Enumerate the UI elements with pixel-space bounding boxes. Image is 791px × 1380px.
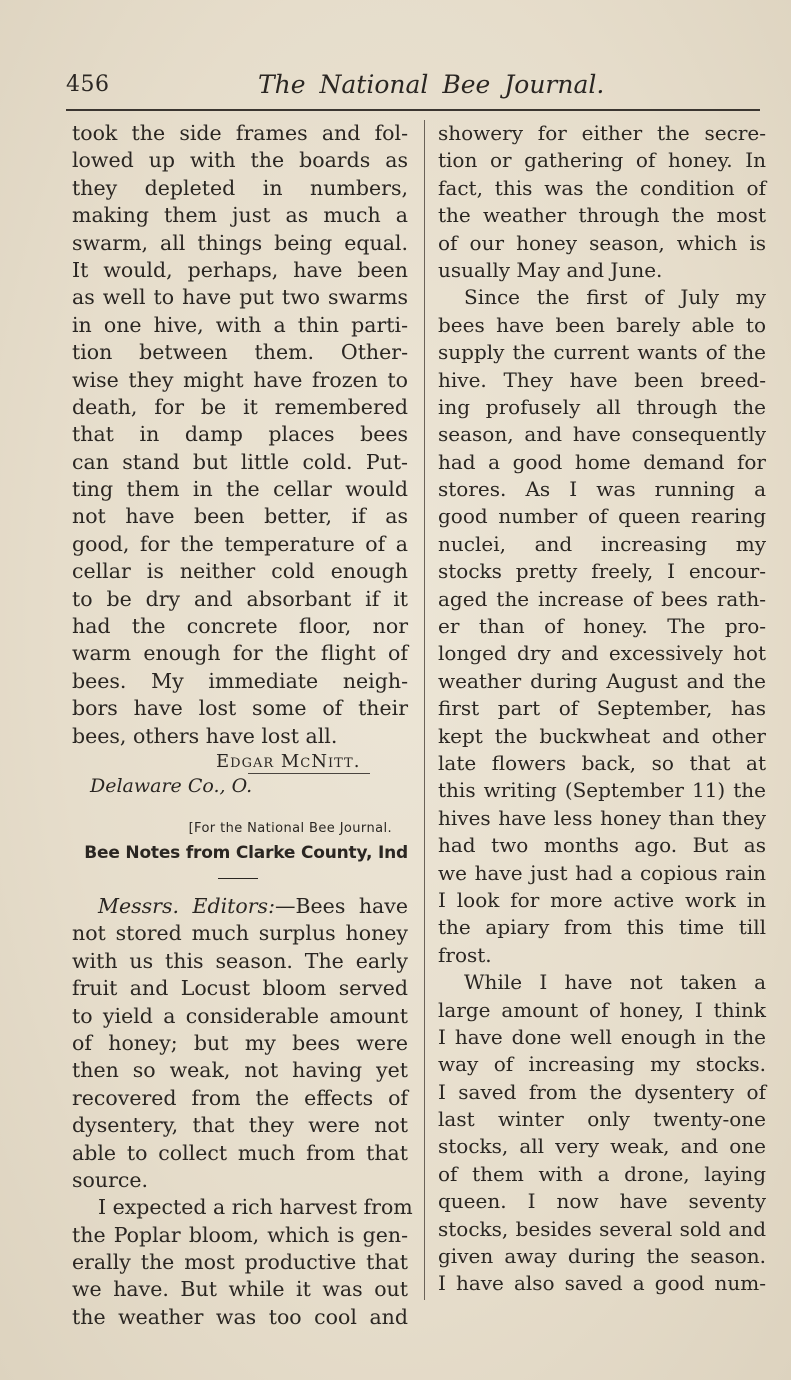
left-paragraph-3 [72,1194,413,1331]
text-line: to yield a considerable amount [72,1003,408,1028]
text-line: death, for be it remembered [72,394,408,419]
text-line: While I have not taken a [464,970,766,995]
text-line: season, and have consequently [438,422,766,447]
text-line: good number of queen rearing [438,504,766,529]
text-line: had the concrete floor, nor [72,614,408,639]
journal-title: The National Bee Journal. [258,70,605,99]
text-line: frost. [438,942,492,967]
text-line: source. [72,1167,148,1192]
text-line: kept the buckwheat and other [438,723,766,748]
text-line: showery for either the secre- [438,121,766,145]
text-line: bees have been barely able to [438,312,766,337]
left-paragraph-1 [72,120,408,750]
author-location: Delaware Co., O. [90,774,253,797]
text-line: I have also saved a good num- [438,1271,766,1296]
text-line: tion or gathering of honey. In [438,148,766,173]
source-note: [For the National Bee Journal. [188,820,392,836]
text-line: tion between them. Other- [72,340,408,365]
text-line: we have. But while it was out [72,1277,408,1302]
text-line: ting them in the cellar would [72,477,408,502]
text-line: of them with a drone, laying [438,1161,766,1186]
text-line: weather during August and the [438,668,766,693]
heading-rule [218,878,258,879]
text-line: nuclei, and increasing my [438,531,766,556]
text-line: first part of September, has [438,696,766,721]
text-line: in one hive, with a thin parti- [72,312,408,337]
text-line: er than of honey. The pro- [438,614,766,639]
text-line: they depleted in numbers, [72,175,408,200]
text-line: I saved from the dysentery of [438,1079,766,1104]
text-line [72,893,408,920]
text-line: aged the increase of bees rath- [438,586,766,611]
text-line: It would, perhaps, have been [72,257,408,282]
text-line: can stand but little cold. Put- [72,449,408,474]
header-rule [66,109,760,111]
text-line: late flowers back, so that at [438,750,766,775]
text-line: that in damp places bees [72,422,408,447]
text-line: able to collect much from that [72,1140,408,1165]
salutation-continuation: —Bees have [274,893,408,918]
column-divider [424,120,425,1300]
text-line: stocks pretty freely, I encour- [438,559,766,584]
text-line: stocks, besides several sold and [438,1216,766,1241]
text-line: dysentery, that they were not [72,1113,408,1138]
text-line: the weather was too cool and [72,1304,408,1329]
text-line: took the side frames and fol- [72,121,408,145]
text-line: the apiary from this time till [438,915,766,940]
text-line: stores. As I was running a [438,477,766,502]
text-line: hives have less honey than they [438,805,766,830]
text-line: with us this season. The early [72,948,408,973]
text-line: given away during the season. [438,1244,766,1269]
text-line: longed dry and excessively hot [438,641,766,666]
text-line: not have been better, if as [72,504,408,529]
text-line: lowed up with the boards as [72,148,408,173]
text-line: usually May and June. [438,257,663,282]
source-note-rule [248,773,370,774]
text-line: wise they might have frozen to [72,367,408,392]
text-line: this writing (September 11) the [438,778,766,803]
text-line: making them just as much a [72,203,408,228]
page-number: 456 [66,72,110,97]
text-line: hive. They have been breed- [438,367,766,392]
text-line: had two months ago. But as [438,833,766,858]
text-line: ing profusely all through the [438,394,766,419]
right-column [438,120,766,1298]
text-line: the Poplar bloom, which is gen- [72,1222,408,1247]
text-line: erally the most productive that [72,1250,408,1275]
text-line: queen. I now have seventy [438,1189,766,1214]
text-line: bees. My immediate neigh- [72,668,408,693]
text-line: cellar is neither cold enough [72,559,408,584]
text-line: supply the current wants of the [438,340,766,365]
text-line: last winter only twenty-one [438,1107,766,1132]
text-line: the weather through the most [438,203,766,228]
right-paragraph-3 [438,969,766,1298]
text-line: way of increasing my stocks. [438,1052,766,1077]
left-column [72,120,413,1331]
text-line: we have just had a copious rain [438,860,766,885]
text-line: stocks, all very weak, and one [438,1134,766,1159]
section-heading: Bee Notes from Clarke County, Ind [84,842,408,863]
salutation: Messrs. Editors: [98,893,275,918]
text-line: then so weak, not having yet [72,1058,408,1083]
text-line: of honey; but my bees were [72,1030,408,1055]
author-signature: Edgar McNitt. [216,750,361,772]
text-line: of our honey season, which is [438,230,766,255]
text-line: as well to have put two swarms [72,285,408,310]
left-paragraph-2 [72,893,408,1194]
text-line: I have done well enough in the [438,1024,766,1049]
text-line: swarm, all things being equal. [72,230,408,255]
text-line: to be dry and absorbant if it [72,586,408,611]
right-paragraph-1 [438,120,766,284]
text-line: bees, others have lost all. [72,723,338,748]
text-line: I expected a rich harvest from [98,1195,413,1220]
text-line: bors have lost some of their [72,696,408,721]
text-line: large amount of honey, I think [438,997,766,1022]
text-line: good, for the temperature of a [72,531,408,556]
right-paragraph-2 [438,284,766,969]
page-header [66,70,746,110]
text-line: I look for more active work in [438,887,766,912]
text-line: recovered from the effects of [72,1085,408,1110]
text-line: Since the first of July my [464,285,766,310]
text-line: warm enough for the flight of [72,641,408,666]
text-line: had a good home demand for [438,449,766,474]
text-line: fact, this was the condition of [438,175,766,200]
text-line: not stored much surplus honey [72,921,408,946]
text-line: fruit and Locust bloom served [72,976,408,1001]
